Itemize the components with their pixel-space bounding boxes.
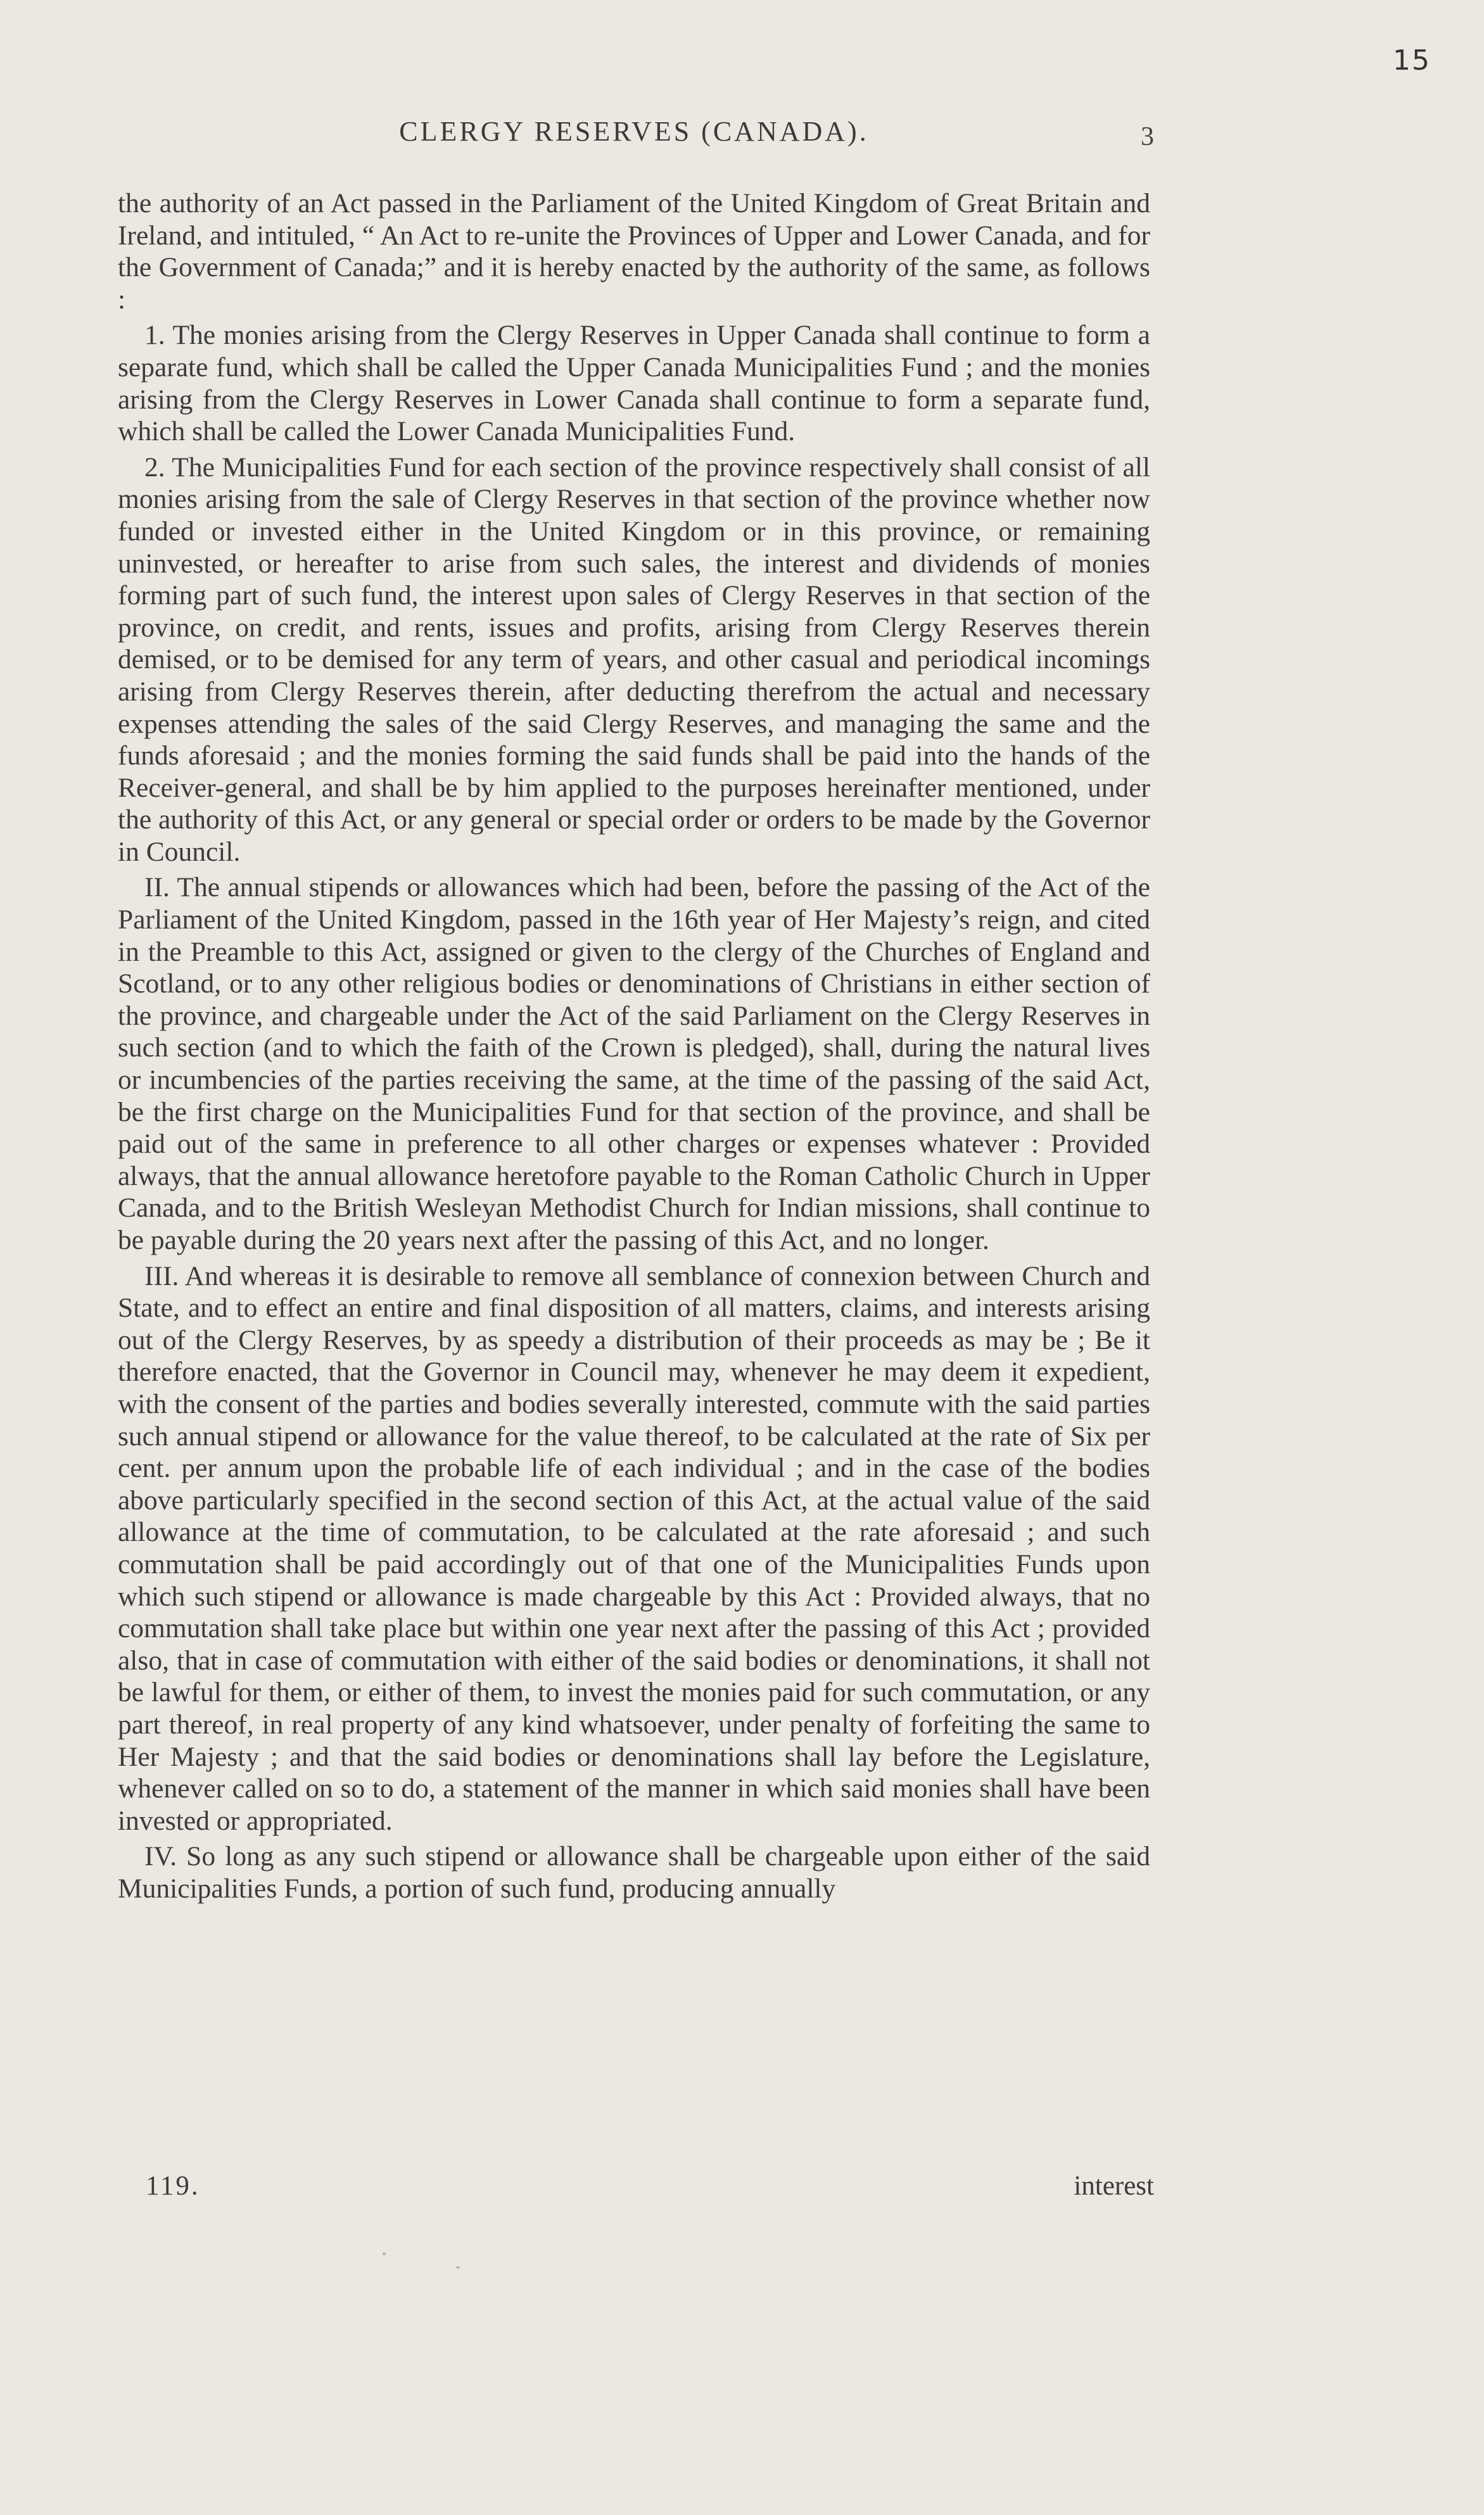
page-number: 3 <box>1141 122 1154 151</box>
section-2-paragraph: 2. The Municipalities Fund for each section of the province respectively shall consist of all monies arising from the sale of Clergy Reserves in that section of the province whether now funded or invested either in the United Kingdom or in this province, or remaining uninvested, or hereafter to arise from such sales, the interest and dividends of monies forming part of such fund, the interest upon sales of Clergy Reserves in that section of the province, on credit, and rents, issues and profits, arising from Clergy Reserves therein demised, or to be demised for any term of years, and other casual and periodical incomings arising from Clergy Reserves therein, after deducting therefrom the actual and necessary expenses attending the sales of the said Clergy Reserves, and managing the same and the funds aforesaid ; and the monies forming the said funds shall be paid into the hands of the Receiver-general, and shall be by him applied to the purposes hereinafter mentioned, under the authority of this Act, or any general or special order or orders to be made by the Governor in Council. <box>118 452 1150 867</box>
sheet-number: 15 <box>1393 44 1431 77</box>
enacting-clause-paragraph: the authority of an Act passed in the Parliament of the United Kingdom of Great Britain and Ireland, and intituled, “ An Act to re-unite the Provinces of Upper and Lower Canada, and for the Government of Canada;” and it is hereby enacted by the authority of the same, as follows : <box>118 188 1150 315</box>
section-1-paragraph: 1. The monies arising from the Clergy Reserves in Upper Canada shall continue to form a separate fund, which shall be called the Upper Canada Municipalities Fund ; and the monies arising from the Clergy Reserves in Lower Canada shall continue to form a separate fund, which shall be called the Lower Canada Municipalities Fund. <box>118 320 1150 447</box>
paper-speck <box>383 2252 386 2255</box>
paper-speck <box>456 2266 460 2269</box>
section-iv-paragraph: IV. So long as any such stipend or allowance shall be chargeable upon either of the said Municipalities Funds, a portion of such fund, producing annually <box>118 1841 1150 1904</box>
signature-mark: 119. <box>146 2171 200 2201</box>
catchword: interest <box>1074 2171 1154 2201</box>
section-ii-paragraph: II. The annual stipends or allowances which had been, before the passing of the Act of the Parliament of the United Kingdom, passed in the 16th year of Her Majesty’s reign, and cited in the Preamble to this Act, assigned or given to the clergy of the Churches of England and Scotland, or to any other religious bodies or denominations of Christians in either section of the province, and chargeable under the Act of the said Parliament on the Clergy Reserves in such section (and to which the faith of the Crown is pledged), shall, during the natural lives or incumbencies of the parties receiving the same, at the time of the passing of the said Act, be the first charge on the Municipalities Fund for that section of the province, and shall be paid out of the same in preference to all other charges or expenses whatever : Provided always, that the annual allowance heretofore payable to the Roman Catholic Church in Upper Canada, and to the British Wesleyan Methodist Church for Indian missions, shall continue to be payable during the 20 years next after the passing of this Act, and no longer. <box>118 872 1150 1255</box>
section-iii-paragraph: III. And whereas it is desirable to remove all semblance of connexion between Church and State, and to effect an entire and final disposition of all matters, claims, and interests arising out of the Clergy Reserves, by as speedy a distribution of their proceeds as may be ; Be it therefore enacted, that the Governor in Council may, whenever he may deem it expedient, with the consent of the parties and bodies severally interested, commute with the said parties such annual stipend or allowance for the value thereof, to be calculated at the rate of Six per cent. per annum upon the probable life of each individual ; and in the case of the bodies above particularly specified in the second section of this Act, at the actual value of the said allowance at the time of commutation, to be calculated at the rate aforesaid ; and such commutation shall be paid accordingly out of that one of the Municipalities Funds upon which such stipend or allowance is made chargeable by this Act : Provided always, that no commutation shall take place but within one year next after the passing of this Act ; provided also, that in case of commutation with either of the said bodies or denominations, it shall not be lawful for them, or either of them, to invest the monies paid for such commutation, or any part thereof, in real property of any kind whatsoever, under penalty of forfeiting the same to Her Majesty ; and that the said bodies or denominations shall lay before the Legislature, whenever called on so to do, a statement of the manner in which said monies shall have been invested or appropriated. <box>118 1260 1150 1836</box>
page-footer <box>118 2170 1154 2206</box>
body-text <box>118 187 1150 1908</box>
running-title: CLERGY RESERVES (CANADA). <box>399 116 869 147</box>
page-header <box>118 115 1154 160</box>
